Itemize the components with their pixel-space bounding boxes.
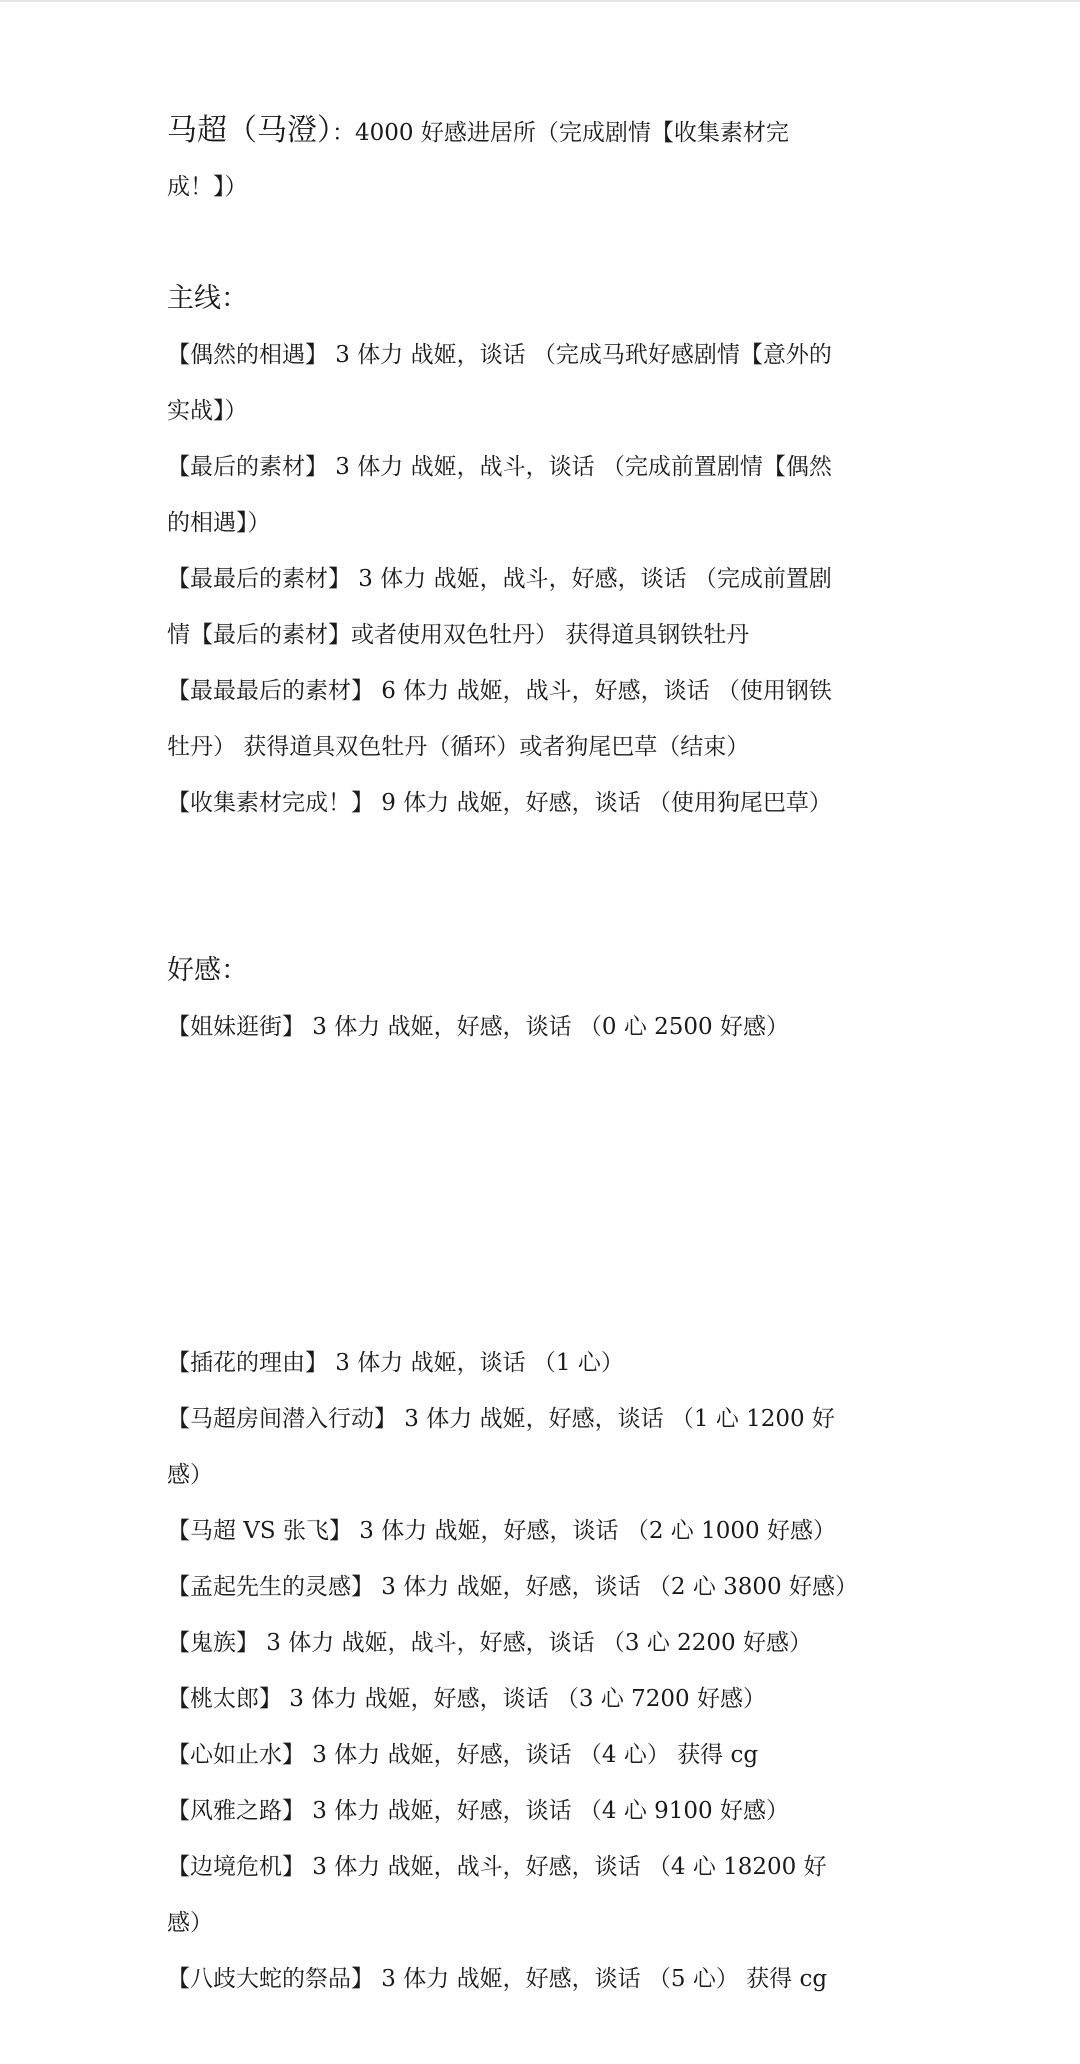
spacer (167, 831, 927, 943)
affection-line: 【鬼族】 3 体力 战姬，战斗，好感，谈话 （3 心 2200 好感） (167, 1630, 812, 1656)
main-story-heading: 主线： (167, 283, 248, 314)
main-line: 【最最后的素材】 3 体力 战姬，战斗，好感，谈话 （完成前置剧 (167, 566, 832, 592)
affection-line: 感） (167, 1910, 213, 1936)
title-requirement: 4000 好感进居所（完成剧情【收集素材完 (355, 120, 789, 146)
main-line: 实战】） (167, 398, 248, 424)
title-continuation: 成！】） (167, 174, 248, 200)
affection-heading: 好感： (167, 955, 248, 986)
character-title (167, 103, 927, 159)
main-line: 【最最最后的素材】 6 体力 战姬，战斗，好感，谈话 （使用钢铁 (167, 678, 832, 704)
affection-line: 【插花的理由】 3 体力 战姬，谈话 （1 心） (167, 1350, 624, 1376)
main-line: 【最后的素材】 3 体力 战姬，战斗，谈话 （完成前置剧情【偶然 (167, 454, 832, 480)
affection-line: 【边境危机】 3 体力 战姬，战斗，好感，谈话 （4 心 18200 好 (167, 1854, 827, 1880)
document-page (167, 103, 927, 2007)
affection-line: 【心如止水】 3 体力 战姬，好感，谈话 （4 心） 获得 cg (167, 1742, 759, 1768)
main-line: 情【最后的素材】或者使用双色牡丹） 获得道具钢铁牡丹 (167, 622, 750, 648)
affection-line: 【孟起先生的灵感】 3 体力 战姬，好感，谈话 （2 心 3800 好感） (167, 1574, 858, 1600)
top-divider (0, 0, 1080, 2)
affection-line: 【八歧大蛇的祭品】 3 体力 战姬，好感，谈话 （5 心） 获得 cg (167, 1966, 828, 1992)
spacer (167, 1055, 927, 1335)
main-line: 【偶然的相遇】 3 体力 战姬，谈话 （完成马玳好感剧情【意外的 (167, 342, 832, 368)
main-line: 牡丹） 获得道具双色牡丹（循环）或者狗尾巴草（结束） (167, 734, 750, 760)
affection-line: 【桃太郎】 3 体力 战姬，好感，谈话 （3 心 7200 好感） (167, 1686, 766, 1712)
main-line: 的相遇】） (167, 510, 271, 536)
main-line: 【收集素材完成！】 9 体力 战姬，好感，谈话 （使用狗尾巴草） (167, 790, 832, 816)
affection-line: 【姐妹逛街】 3 体力 战姬，好感，谈话 （0 心 2500 好感） (167, 1014, 789, 1040)
affection-line: 【马超 VS 张飞】 3 体力 战姬，好感，谈话 （2 心 1000 好感） (167, 1518, 836, 1544)
spacer (167, 215, 927, 271)
title-colon: ： (332, 120, 355, 146)
affection-line: 【马超房间潜入行动】 3 体力 战姬，好感，谈话 （1 心 1200 好 (167, 1406, 835, 1432)
affection-line: 感） (167, 1462, 213, 1488)
affection-line: 【风雅之路】 3 体力 战姬，好感，谈话 （4 心 9100 好感） (167, 1798, 789, 1824)
character-name: 马超（马澄） (167, 113, 332, 148)
